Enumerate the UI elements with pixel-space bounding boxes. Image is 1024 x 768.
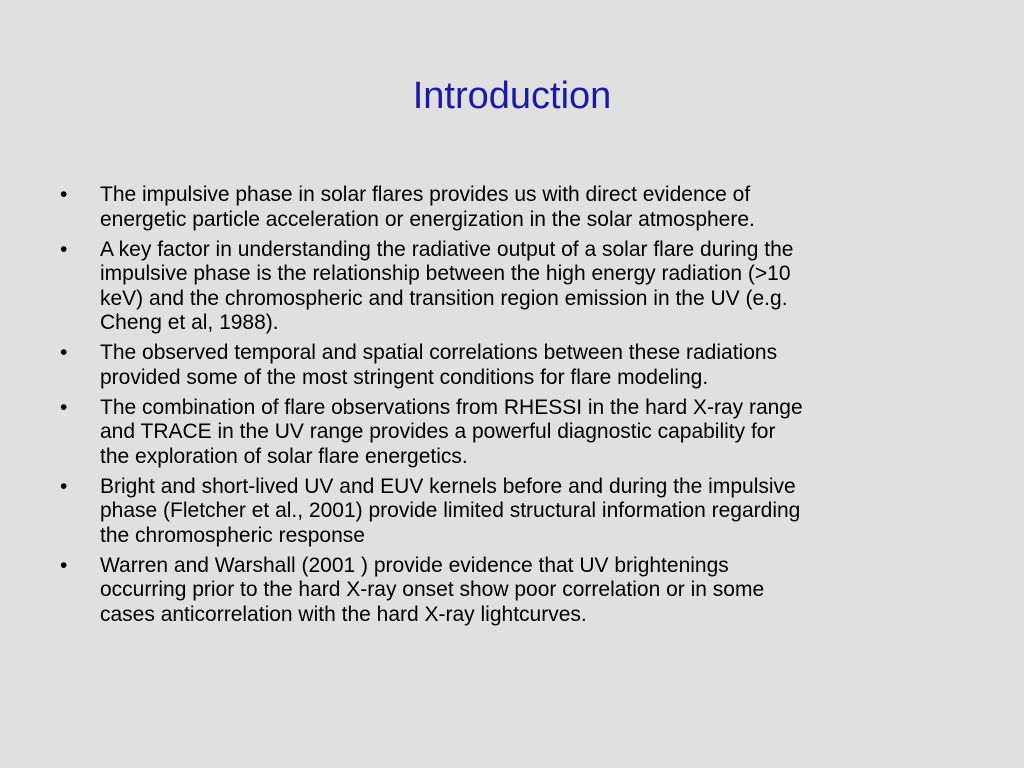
bullet-item (60, 475, 970, 549)
bullet-text: Bright and short-lived UV and EUV kernels before and during the impulsive phase (Fletcher et al., 2001) provide limited structural information regarding the chromospheric response (100, 474, 801, 547)
bullet-marker: • (60, 553, 68, 577)
bullet-item (60, 396, 970, 470)
bullet-item (60, 341, 970, 390)
bullet-item (60, 554, 970, 628)
bullet-text: The impulsive phase in solar flares provides us with direct evidence of energetic particle acceleration or energization in the solar atmosphere. (100, 183, 755, 231)
bullet-text: The observed temporal and spatial correlations between these radiations provided some of the most stringent conditions for flare modeling. (100, 341, 778, 389)
bullet-item (60, 238, 970, 336)
bullet-list (60, 183, 970, 633)
bullet-marker: • (60, 237, 68, 261)
bullet-marker: • (60, 183, 68, 206)
bullet-marker: • (60, 395, 68, 419)
bullet-marker: • (60, 474, 68, 498)
slide-title: Introduction (412, 75, 612, 117)
bullet-text: A key factor in understanding the radiative output of a solar flare during the impulsive phase is the relationship between the high energy radiation (>10 keV) and the chromospheric and transition region emission in the UV (e.g. Cheng et al, 1988). (100, 237, 794, 334)
bullet-text: Warren and Warshall (2001 ) provide evidence that UV brightenings occurring prior to the hard X-ray onset show poor correlation or in some cases anticorrelation with the hard X-ray lightcurves. (100, 553, 765, 626)
bullet-marker: • (60, 341, 68, 364)
bullet-item (60, 183, 970, 232)
bullet-text: The combination of flare observations from RHESSI in the hard X-ray range and TRACE in the UV range provides a powerful diagnostic capability for the exploration of solar flare energetics. (100, 395, 803, 468)
